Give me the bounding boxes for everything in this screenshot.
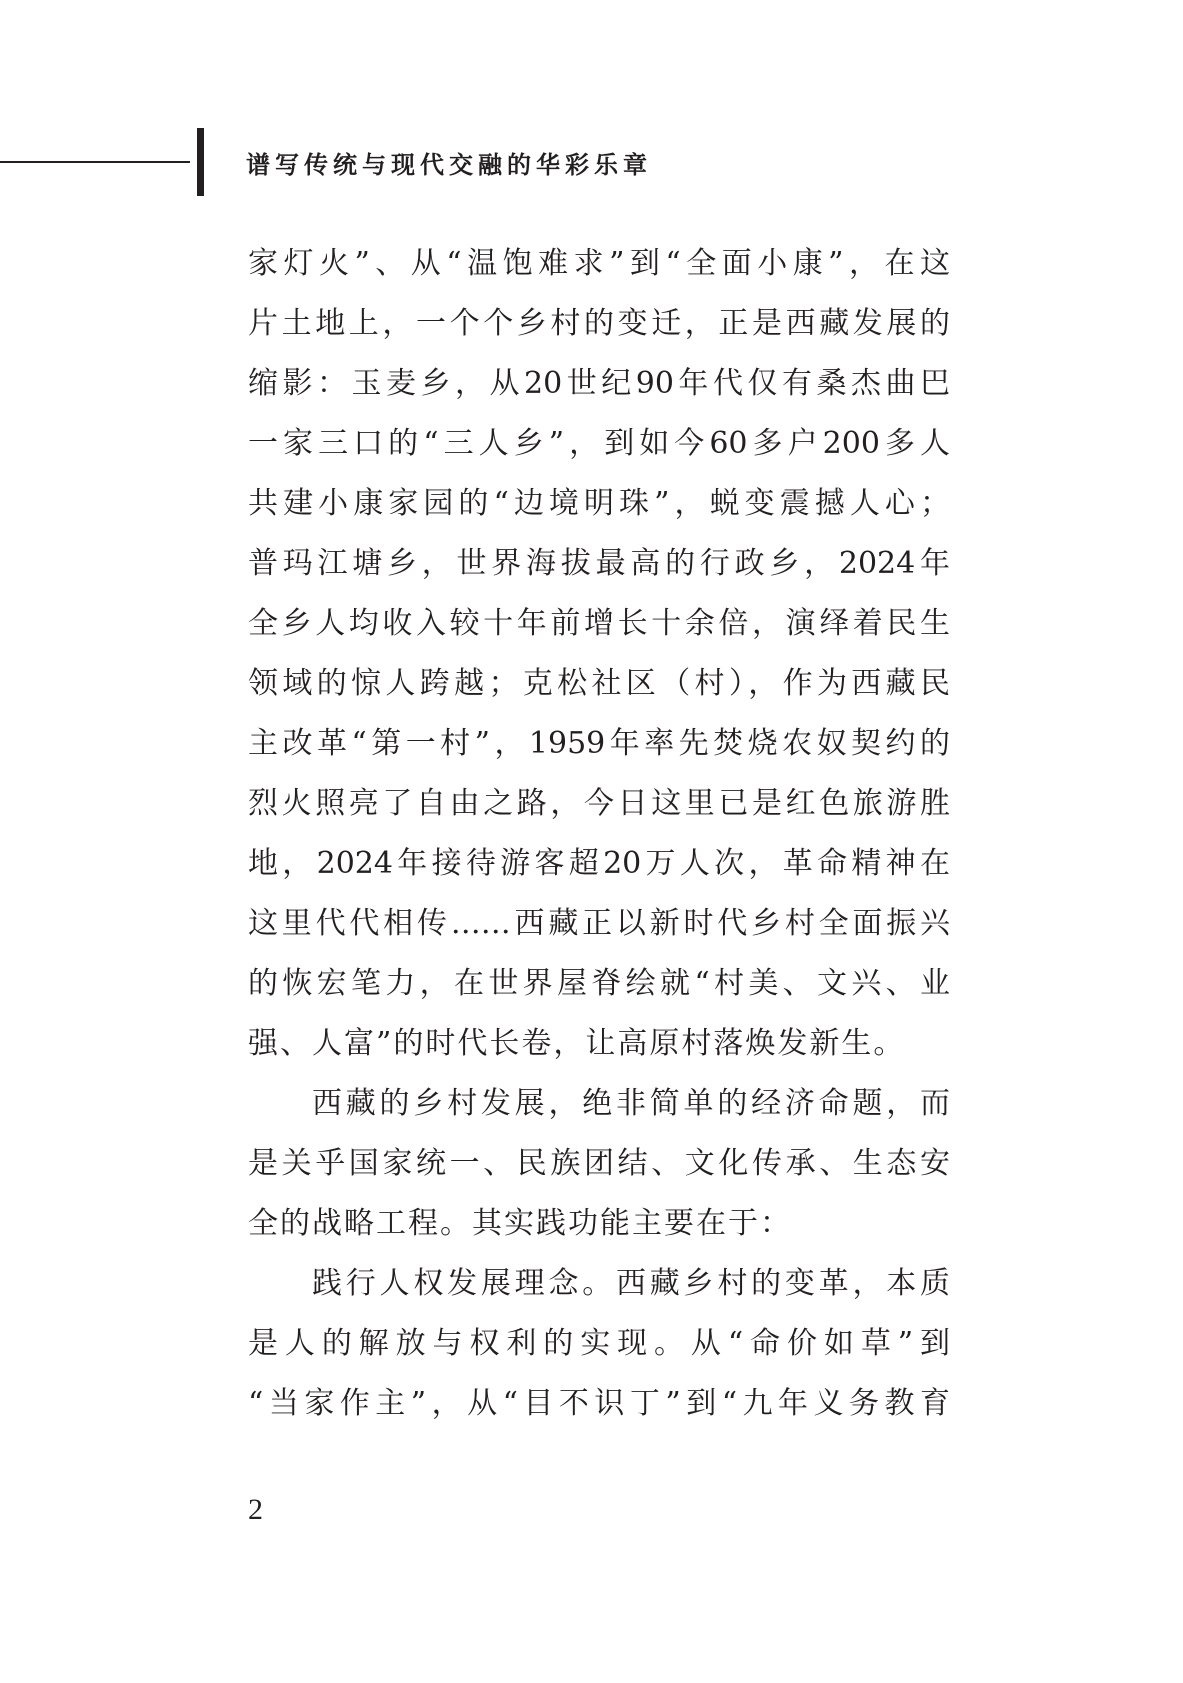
paragraph: [248, 234, 950, 1074]
page-number: 2: [248, 1493, 263, 1526]
text-line: “当家作主”，从“目不识丁”到“九年义务教育: [248, 1386, 950, 1421]
text-line: 领域的惊人跨越；克松社区（村），作为西藏民: [248, 666, 950, 701]
header-bar: [197, 128, 204, 196]
text-line: 地，2024年接待游客超20万人次，革命精神在: [248, 846, 950, 881]
text-line: 烈火照亮了自由之路，今日这里已是红色旅游胜: [248, 786, 950, 821]
text-line: 西藏的乡村发展，绝非简单的经济命题，而: [312, 1086, 950, 1121]
text-line: 家灯火”、从“温饱难求”到“全面小康”，在这: [248, 246, 950, 281]
body-text: [248, 234, 950, 1434]
text-line: 一家三口的“三人乡”，到如今60多户200多人: [248, 426, 950, 461]
text-line: 全乡人均收入较十年前增长十余倍，演绎着民生: [248, 606, 950, 641]
paragraph: [248, 1074, 950, 1254]
text-line: 践行人权发展理念。西藏乡村的变革，本质: [312, 1266, 950, 1301]
text-line: 全的战略工程。其实践功能主要在于：: [248, 1206, 792, 1241]
paragraph: [248, 1254, 950, 1434]
text-line: 共建小康家园的“边境明珠”，蜕变震撼人心；: [248, 486, 950, 521]
text-line: 缩影：玉麦乡，从20世纪90年代仅有桑杰曲巴: [248, 366, 950, 401]
running-header: 谱写传统与现代交融的华彩乐章: [246, 151, 652, 179]
text-line: 普玛江塘乡，世界海拔最高的行政乡，2024年: [248, 546, 950, 581]
text-line: 强、人富”的时代长卷，让高原村落焕发新生。: [248, 1026, 906, 1061]
text-line: 这里代代相传……西藏正以新时代乡村全面振兴: [248, 906, 950, 941]
text-line: 的恢宏笔力，在世界屋脊绘就“村美、文兴、业: [248, 966, 950, 1001]
text-line: 片土地上，一个个乡村的变迁，正是西藏发展的: [248, 306, 950, 341]
text-line: 是关乎国家统一、民族团结、文化传承、生态安: [248, 1146, 950, 1181]
header-rule: [0, 161, 190, 163]
text-line: 是人的解放与权利的实现。从“命价如草”到: [248, 1326, 950, 1361]
text-line: 主改革“第一村”，1959年率先焚烧农奴契约的: [248, 726, 950, 761]
